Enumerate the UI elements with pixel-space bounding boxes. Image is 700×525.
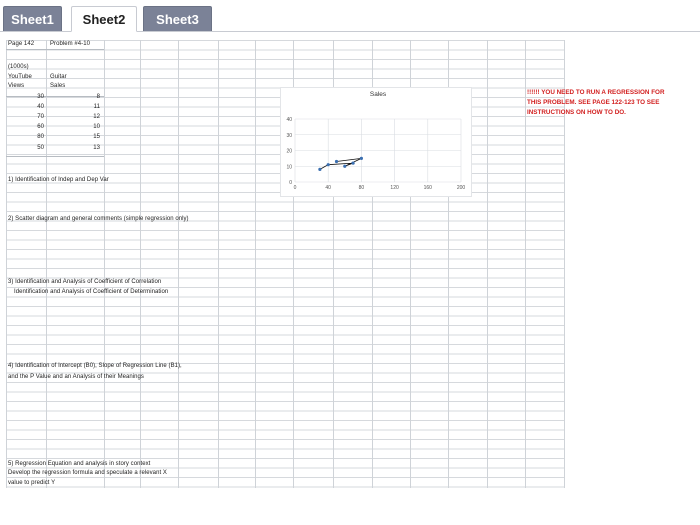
tab-sheet3[interactable]: Sheet3 <box>143 6 212 32</box>
note-line-1: !!!!!! YOU NEED TO RUN A REGRESSION FOR <box>527 89 665 96</box>
section-5-label-c[interactable]: value to predict Y <box>8 480 56 486</box>
x-tick-label: 120 <box>390 185 399 191</box>
sales-cell[interactable]: 11 <box>93 104 100 110</box>
units-label[interactable]: (1000s) <box>8 64 29 70</box>
section-2-label[interactable]: 2) Scatter diagram and general comments (simple regression only) <box>8 216 189 222</box>
y-tick-label: 20 <box>286 148 292 155</box>
chart-canvas <box>281 88 471 196</box>
column-divider <box>218 40 219 488</box>
column-divider <box>104 40 105 488</box>
x-tick-label: 0 <box>293 185 297 191</box>
views-header-bottom[interactable]: Views <box>8 83 25 89</box>
chart-title: Sales <box>369 91 387 98</box>
note-line-2: THIS PROBLEM. SEE PAGE 122-123 TO SEE <box>527 99 660 106</box>
data-point <box>352 162 355 165</box>
x-tick-label: 80 <box>358 185 365 191</box>
views-cell[interactable]: 40 <box>37 104 44 110</box>
worksheet[interactable] <box>0 36 700 525</box>
views-cell[interactable]: 60 <box>37 124 44 130</box>
problem-label[interactable]: Problem #4-10 <box>50 41 91 47</box>
section-4-label-a[interactable]: 4) Identification of Intercept (B0), Slope of Regression Line (B1), <box>8 363 182 369</box>
views-cell[interactable]: 50 <box>37 145 44 151</box>
section-3-label-b[interactable]: Identification and Analysis of Coefficient of Determination <box>14 289 169 295</box>
views-cell[interactable]: 30 <box>37 94 44 100</box>
column-divider <box>140 40 141 488</box>
column-divider <box>487 40 488 488</box>
sales-scatter-chart[interactable] <box>280 87 472 197</box>
y-tick-label: 40 <box>286 117 292 123</box>
section-1-label[interactable]: 1) Identification of Indep and Dep Var <box>8 177 109 183</box>
y-tick-label: 30 <box>286 132 292 139</box>
section-3-label-a[interactable]: 3) Identification and Analysis of Coefficient of Correlation <box>8 279 162 285</box>
section-5-label-b[interactable]: Develop the regression formula and speculate a relevant X <box>8 470 167 476</box>
column-divider <box>46 40 47 488</box>
sales-cell[interactable]: 8 <box>96 94 100 100</box>
note-line-3: INSTRUCTIONS ON HOW TO DO. <box>527 109 626 116</box>
data-point <box>318 168 321 171</box>
sheet-tab-bar <box>0 0 700 34</box>
sales-cell[interactable]: 13 <box>93 145 100 151</box>
row-border <box>6 156 104 157</box>
views-cell[interactable]: 70 <box>37 114 44 120</box>
data-point <box>360 157 363 160</box>
sales-cell[interactable]: 15 <box>93 134 100 140</box>
tab-sheet2[interactable]: Sheet2 <box>71 6 137 32</box>
data-point <box>327 163 330 166</box>
column-divider <box>255 40 256 488</box>
x-tick-label: 200 <box>456 185 466 191</box>
tab-sheet1[interactable]: Sheet1 <box>3 6 62 32</box>
sales-header-bottom[interactable]: Sales <box>50 83 66 89</box>
sales-header-top[interactable]: Guitar <box>50 74 67 80</box>
page-label[interactable]: Page 142 <box>8 41 35 47</box>
column-divider <box>178 40 179 488</box>
sales-cell[interactable]: 12 <box>93 114 100 120</box>
x-tick-label: 160 <box>423 185 432 191</box>
regression-instruction-note[interactable] <box>527 88 699 118</box>
y-tick-label: 10 <box>286 164 292 171</box>
data-point <box>343 165 346 168</box>
series-line <box>320 158 362 169</box>
section-5-label-a[interactable]: 5) Regression Equation and analysis in story context <box>8 461 151 467</box>
column-divider <box>525 40 526 488</box>
views-cell[interactable]: 80 <box>37 134 44 140</box>
sales-cell[interactable]: 10 <box>93 124 100 130</box>
data-point <box>335 160 338 163</box>
x-tick-label: 40 <box>325 185 331 191</box>
y-tick-label: 0 <box>289 180 292 186</box>
section-4-label-b[interactable]: and the P Value and an Analysis of their Meanings <box>8 374 144 380</box>
views-header-top[interactable]: YouTube <box>8 74 32 80</box>
